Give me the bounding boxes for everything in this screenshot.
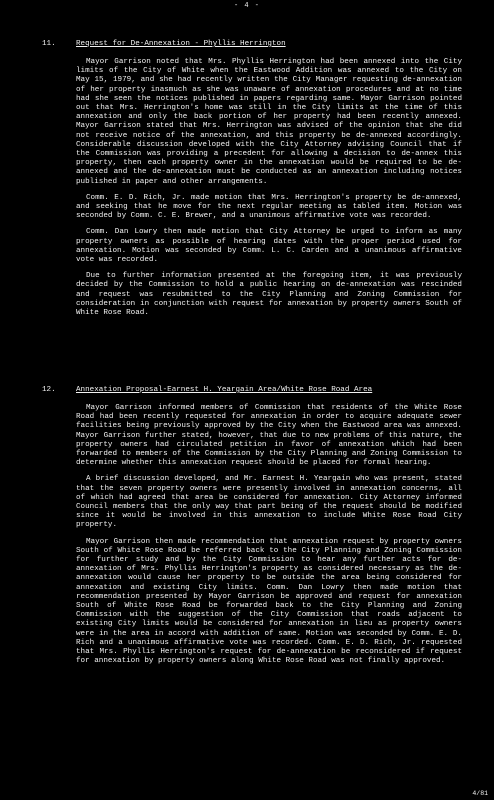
item-number: 12.	[42, 386, 56, 394]
paragraph: Mayor Garrison then made recommendation that annexation request by property owners South of White Rose Road be referred back to the City Planning and Zoning Commission for further study and by the City Commission to hear any further acts for de-annexation of Mrs. Phyllis Herrington's property as considered necessary as the de-annexation would cause her property to be outside the area being considered for annexation and existing City limits. Comm. Dan Lowry then made motion that recommendation presented by Mayor Garrison be approved and request for annexation South of White Rose Road be forwarded back to the City Planning and Zoning Commission with the suggestion of the City Commission that roads adjacent to existing City limits would be considered for annexation in lieu as property owners were in the area in accord with addition of same. Motion was seconded by Comm. E. D. Rich and a unanimous affirmative vote was recorded. Comm. E. D. Rich, Jr. requested that Mrs. Phyllis Herrington's request for de-annexation be reconsidered if request for annexation by property owners along White Rose Road was not finally approved.	[76, 537, 462, 666]
item-heading	[42, 40, 462, 50]
paragraph: A brief discussion developed, and Mr. Earnest H. Yeargain who was present, stated that the seven property owners were presently involved in annexation concerns, all of which had agreed that area be considered for annexation. City Attorney informed Council members that the only way that part being of the request should be modified since it would be involved in this annexation to include White Rose Road City property.	[76, 475, 462, 530]
agenda-item-12	[42, 386, 462, 673]
item-title: Annexation Proposal-Earnest H. Yeargain Area/White Rose Road Area	[76, 386, 373, 394]
item-title: Request for De-Annexation - Phyllis Herrington	[76, 40, 286, 48]
item-heading	[42, 386, 462, 396]
page-footer: 4/81	[472, 789, 488, 797]
page-number: - 4 -	[233, 2, 260, 10]
item-number: 11.	[42, 40, 56, 48]
paragraph: Due to further information presented at the foregoing item, it was previously decided by the Commission to hold a public hearing on de-annexation was rescinded and request was resubmitted to the City Planning and Zoning Commission for consideration in conjunction with request for annexation by property owners South of White Rose Road.	[76, 272, 462, 318]
agenda-item-11	[42, 40, 462, 325]
paragraph: Comm. Dan Lowry then made motion that City Attorney be urged to inform as many property owners as possible of hearing dates with the proper period used for annexation. Motion was seconded by Comm. L. C. Carden and a unanimous affirmative vote was recorded.	[76, 228, 462, 265]
paragraph: Comm. E. D. Rich, Jr. made motion that Mrs. Herrington's property be de-annexed, and seeking that he move for the next regular meeting as tabled item. Motion was seconded by Comm. C. E. Brewer, and a unanimous affirmative vote was recorded.	[76, 193, 462, 221]
paragraph: Mayor Garrison informed members of Commission that residents of the White Rose Road had been recently requested for annexation in order to acquire adequate sewer facilities being previously approved by the City when the Eastwood area was annexed. Mayor Garrison further stated, however, that due to new problems of this nature, the property owners had circulated petition in favor of annexation which had been forwarded to members of the Commission by the City Planning and Zoning Commission to determine whether this annexation request should be placed for formal hearing.	[76, 404, 462, 468]
paragraph: Mayor Garrison noted that Mrs. Phyllis Herrington had been annexed into the City limits of the City of White when the Eastwood Addition was annexed to the City on May 15, 1979, and she had recently written the City Manager requesting de-annexation of her property inasmuch as she was unaware of annexation procedures and at no time had she seen the notices published in papers regarding same. Mayor Garrison pointed out that Mrs. Herrington's home was still in the City limits at the time of this annexation and only the back portion of her property had been recently annexed. Mayor Garrison stated that Mrs. Herrington was advised of the opinion that she did not receive notice of the annexation, and this property be de-annexed accordingly. Considerable discussion developed with the City Attorney advising Council that if the Commission was providing a precedent for allowing a decision to de-annex this property, then each property owner in the annexation would be required to be de-annexed and the de-annexation must be conducted as an annexation including notices published in paper and other arrangements.	[76, 58, 462, 186]
